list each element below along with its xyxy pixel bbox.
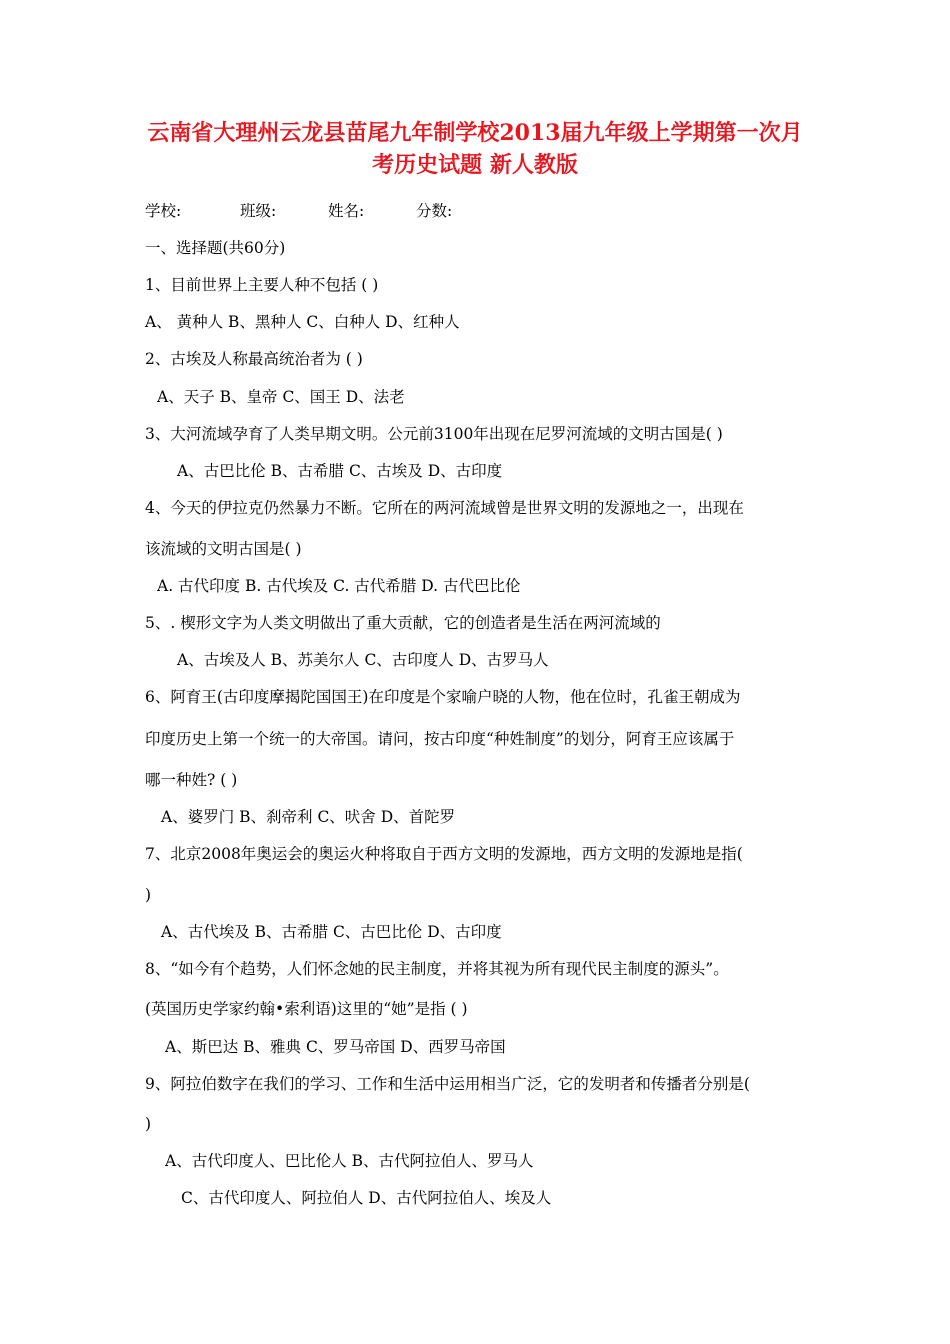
question-5-options: A、古埃及人 B、苏美尔人 C、古印度人 D、古罗马人 bbox=[177, 651, 549, 669]
question-2: 2、古埃及人称最高统治者为 ( ) bbox=[145, 350, 363, 368]
question-6-options: A、婆罗门 B、刹帝利 C、吠舍 D、首陀罗 bbox=[161, 808, 456, 826]
score-label: 分数: bbox=[416, 202, 453, 220]
question-5: 5、. 楔形文字为人类文明做出了重大贡献，它的创造者是生活在两河流域的 bbox=[145, 614, 661, 632]
section-title: 一、选择题(共60分) bbox=[145, 239, 286, 257]
question-8-options: A、斯巴达 B、雅典 C、罗马帝国 D、西罗马帝国 bbox=[165, 1038, 506, 1056]
question-6-line-3: 哪一种姓? ( ) bbox=[145, 771, 238, 789]
school-label: 学校: bbox=[145, 202, 182, 220]
question-2-options: A、天子 B、皇帝 C、国王 D、法老 bbox=[157, 388, 405, 406]
student-info-header bbox=[145, 200, 452, 222]
name-label: 姓名: bbox=[328, 202, 365, 220]
question-9-options-a-b: A、古代印度人、巴比伦人 B、古代阿拉伯人、罗马人 bbox=[165, 1152, 534, 1170]
question-8-line-1: 8、“如今有个趋势，人们怀念她的民主制度，并将其视为所有现代民主制度的源头”。 bbox=[145, 960, 729, 978]
class-label: 班级: bbox=[240, 202, 277, 220]
question-3: 3、大河流域孕育了人类早期文明。公元前3100年出现在尼罗河流域的文明古国是( ) bbox=[145, 425, 723, 443]
question-7-line-2: ) bbox=[145, 886, 152, 904]
document-title-line-1: 云南省大理州云龙县苗尾九年制学校2013届九年级上学期第一次月 bbox=[147, 120, 803, 146]
question-4-line-2: 该流域的文明古国是( ) bbox=[145, 540, 302, 558]
question-9-line-1: 9、阿拉伯数字在我们的学习、工作和生活中运用相当广泛，它的发明者和传播者分别是( bbox=[145, 1075, 750, 1093]
question-9-options-c-d: C、古代印度人、阿拉伯人 D、古代阿拉伯人、埃及人 bbox=[181, 1189, 552, 1207]
question-1: 1、目前世界上主要人种不包括 ( ) bbox=[145, 276, 379, 294]
question-7-line-1: 7、北京2008年奥运会的奥运火种将取自于西方文明的发源地，西方文明的发源地是指( bbox=[145, 845, 743, 863]
question-4-line-1: 4、今天的伊拉克仍然暴力不断。它所在的两河流域曾是世界文明的发源地之一，出现在 bbox=[145, 499, 744, 517]
question-7-options: A、古代埃及 B、古希腊 C、古巴比伦 D、古印度 bbox=[161, 923, 502, 941]
question-3-options: A、古巴比伦 B、古希腊 C、古埃及 D、古印度 bbox=[177, 462, 503, 480]
question-4-options: A. 古代印度 B. 古代埃及 C. 古代希腊 D. 古代巴比伦 bbox=[157, 577, 521, 595]
question-8-line-2: (英国历史学家约翰•索利语)这里的“她”是指 ( ) bbox=[145, 1000, 468, 1018]
document-title-line-2: 考历史试题 新人教版 bbox=[372, 152, 578, 178]
question-9-line-2: ) bbox=[145, 1115, 152, 1133]
question-6-line-1: 6、阿育王(古印度摩揭陀国国王)在印度是个家喻户晓的人物，他在位时，孔雀王朝成为 bbox=[145, 688, 741, 706]
question-6-line-2: 印度历史上第一个统一的大帝国。请问，按古印度“种姓制度”的划分，阿育王应该属于 bbox=[145, 730, 735, 748]
question-1-options: A、 黄种人 B、黑种人 C、白种人 D、红种人 bbox=[145, 313, 460, 331]
